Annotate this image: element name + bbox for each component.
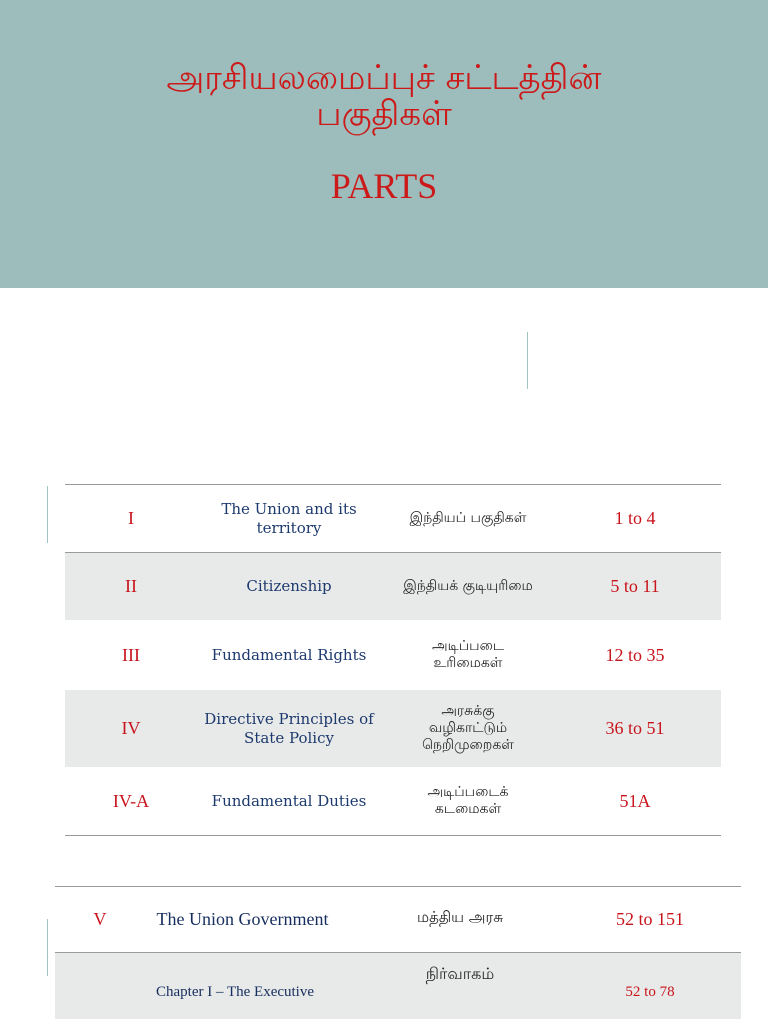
part-number: I (128, 508, 134, 528)
article-range: 52 to 151 (615, 909, 684, 929)
decorative-divider (47, 486, 48, 543)
article-range: 51A (619, 790, 651, 811)
table-row (65, 485, 721, 552)
part-title: The Union and its territory (221, 499, 357, 537)
chapter-title: Chapter I – The Executive (156, 983, 314, 1000)
table-row (65, 553, 721, 620)
part-title: Fundamental Duties (211, 791, 367, 810)
part-title: Citizenship (246, 577, 332, 595)
part-title-tamil: மத்திய அரசு (417, 908, 503, 926)
part-number: II (125, 576, 137, 596)
table-row (65, 690, 721, 767)
article-range: 52 to 78 (625, 983, 675, 1000)
title-english: PARTS (330, 166, 438, 206)
title-tamil (0, 60, 768, 132)
title-tamil-line2: பகுதிகள் (316, 94, 452, 134)
article-range: 12 to 35 (605, 644, 665, 665)
article-range: 1 to 4 (614, 508, 656, 528)
part-title-tamil: அரசுக்கு வழிகாட்டும் நெறிமுறைகள் (422, 703, 514, 753)
part-title-tamil: அடிப்படைக் கடமைகள் (427, 784, 509, 817)
table-row (65, 620, 721, 690)
table-row (55, 953, 741, 1019)
part-title-tamil: இந்தியப் பகுதிகள் (409, 510, 527, 526)
decorative-divider (47, 919, 48, 976)
part-title-tamil: இந்தியக் குடியுரிமை (403, 578, 533, 594)
title-tamil-line1: அரசியலமைப்புச் சட்டத்தின் (166, 58, 602, 98)
title-header (0, 0, 768, 288)
table-rule (65, 835, 721, 836)
table-row (65, 767, 721, 835)
part-number: III (122, 644, 140, 665)
part-number: IV-A (112, 790, 150, 811)
article-range: 5 to 11 (610, 576, 660, 596)
chapter-title-tamil: நிர்வாகம் (425, 964, 495, 983)
part-title: The Union Government (156, 909, 329, 929)
part-title: Directive Principles of State Policy (204, 709, 374, 747)
article-range: 36 to 51 (605, 718, 665, 738)
table-row (55, 887, 741, 952)
part-number: V (93, 909, 107, 929)
part-title-tamil: அடிப்படை உரிமைகள் (432, 638, 504, 671)
part-title: Fundamental Rights (211, 645, 367, 664)
decorative-divider (527, 332, 528, 389)
part-number: IV (121, 718, 141, 738)
